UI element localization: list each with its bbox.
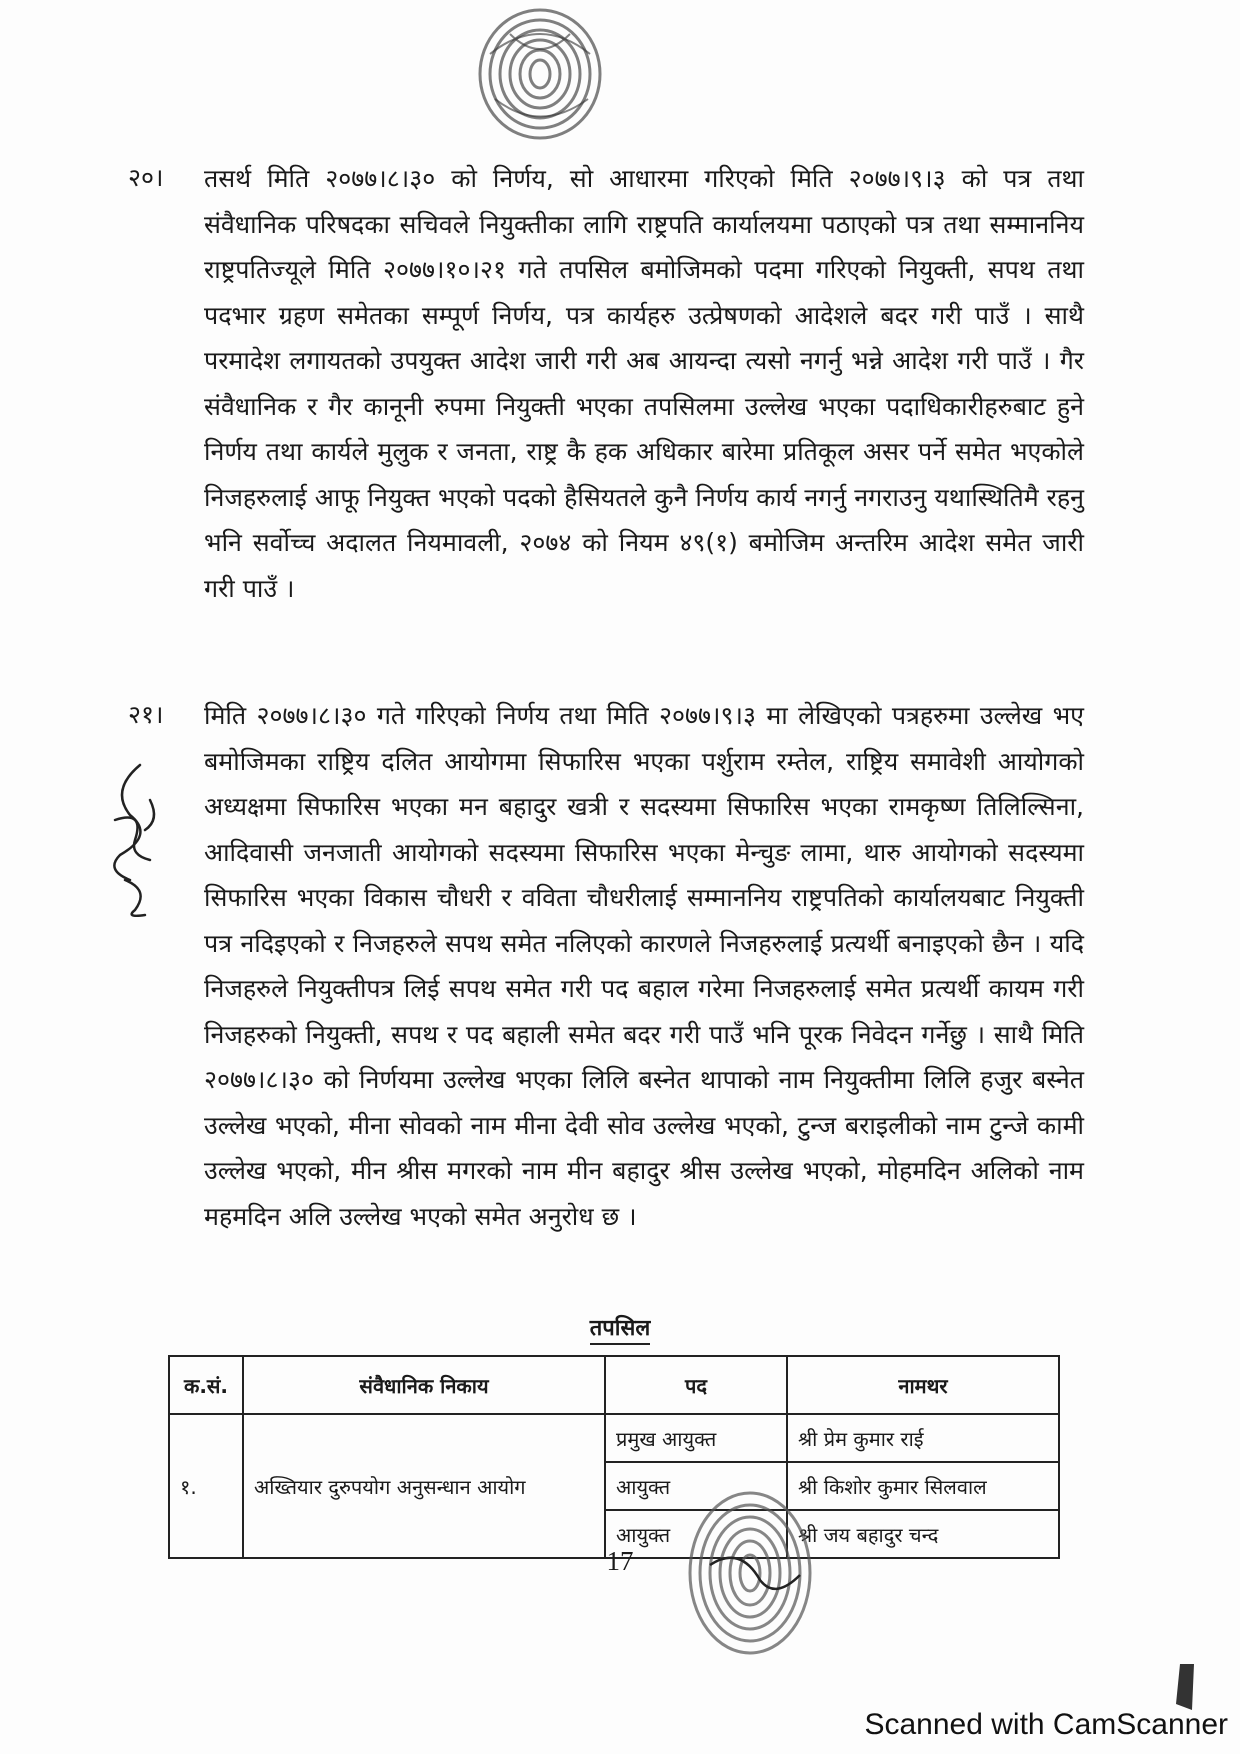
post-cell: आयुक्त (605, 1462, 787, 1510)
post-cell: प्रमुख आयुक्त (605, 1414, 787, 1462)
header-post: पद (605, 1356, 787, 1414)
serial-cell: १. (169, 1414, 243, 1558)
paragraph-21-number: २१। (128, 700, 164, 729)
paragraph-20-text: तसर्थ मिति २०७७।८।३० को निर्णय, सो आधारमा गरिएको मिति २०७७।९।३ को पत्र तथा संवैधानिक परिषदका सचिवले नियुक्तीका लागि राष्ट्रपति कार्यालयमा पठाएको पत्र तथा सम्माननिय राष्ट्रपतिज्यूले मिति २०७७।१०।२१ गते तपसिल बमोजिमको पदमा गरिएको नियुक्ती, सपथ तथा पदभार ग्रहण समेतका सम्पूर्ण निर्णय, पत्र कार्यहरु उत्प्रेषणको आदेशले बदर गरी पाउँ । साथै परमादेश लगायतको उपयुक्त आदेश जारी गरी अब आयन्दा त्यसो नगर्नु भन्ने आदेश गरी पाउँ । गैर संवैधानिक र गैर कानूनी रुपमा नियुक्ती भएका तपसिलमा उल्लेख भएका पदाधिकारीहरुबाट हुने निर्णय तथा कार्यले मुलुक र जनता, राष्ट्र कै हक अधिकार बारेमा प्रतिकूल असर पर्ने समेत भएकोले निजहरुलाई आफू नियुक्त भएको पदको हैसियतले कुनै निर्णय कार्य नगर्नु नगराउनु यथास्थितिमै रहनु भनि सर्वोच्च अदालत नियमावली, २०७४ को नियम ४९(१) बमोजिम अन्तरिम आदेश समेत जारी गरी पाउँ । (204, 164, 1084, 603)
post-cell: आयुक्त (605, 1510, 787, 1558)
signature-icon (100, 760, 170, 920)
fingerprint-bottom-icon (680, 1485, 820, 1660)
name-cell: श्री जय बहादुर चन्द (787, 1510, 1059, 1558)
table-row (169, 1414, 1059, 1462)
schedule-heading-label: तपसिल (590, 1316, 651, 1345)
camscanner-watermark: Scanned with CamScanner (864, 1708, 1228, 1741)
schedule-heading (0, 1312, 1240, 1342)
constitutional-body-cell: अख्तियार दुरुपयोग अनुसन्धान आयोग (243, 1414, 605, 1558)
name-cell: श्री किशोर कुमार सिलवाल (787, 1462, 1059, 1510)
paragraph-21-text: मिति २०७७।८।३० गते गरिएको निर्णय तथा मिति २०७७।९।३ मा लेखिएको पत्रहरुमा उल्लेख भए बमोजिमका राष्ट्रिय दलित आयोगमा सिफारिस भएका पर्शुराम रम्तेल, राष्ट्रिय समावेशी आयोगको अध्यक्षमा सिफारिस भएका मन बहादुर खत्री र सदस्यमा सिफारिस भएका रामकृष्ण तिलिल्सिना, आदिवासी जनजाती आयोगको सदस्यमा सिफारिस भएका मेन्चुङ लामा, थारु आयोगको सदस्यमा सिफारिस भएका विकास चौधरी र वविता चौधरीलाई सम्माननिय राष्ट्रपतिको कार्यालयबाट नियुक्ती पत्र नदिइएको र निजहरुले सपथ समेत नलिएको कारणले निजहरुलाई प्रत्यर्थी बनाइएको छैन । यदि निजहरुले नियुक्तीपत्र लिई सपथ समेत गरी पद बहाल गरेमा निजहरुलाई समेत प्रत्यर्थी कायम गरी निजहरुको नियुक्ती, सपथ र पद बहाली समेत बदर गरी पाउँ भनि पूरक निवेदन गर्नेछु । साथै मिति २०७७।८।३० को निर्णयमा उल्लेख भएका लिलि बस्नेत थापाको नाम नियुक्तीमा लिलि हजुर बस्नेत उल्लेख भएको, मीना सोवको नाम मीना देवी सोव उल्लेख भएको, टुन्ज बराइलीको नाम टुन्जे कामी उल्लेख भएको, मीन श्रीस मगरको नाम मीन बहादुर श्रीस उल्लेख भएको, मोहमदिन अलिको नाम महमदिन अलि उल्लेख भएको समेत अनुरोध छ । (204, 701, 1084, 1231)
page-number: 17 (606, 1546, 634, 1576)
scan-edge-mark (1176, 1664, 1194, 1710)
fingerprint-top-icon (470, 4, 610, 144)
header-name: नामथर (787, 1356, 1059, 1414)
name-cell: श्री प्रेम कुमार राई (787, 1414, 1059, 1462)
header-serial: क.सं. (169, 1356, 243, 1414)
paragraph-20-number: २०। (128, 163, 164, 192)
schedule-table (168, 1355, 1060, 1559)
table-header-row (169, 1356, 1059, 1414)
header-constitutional-body: संवैधानिक निकाय (243, 1356, 605, 1414)
